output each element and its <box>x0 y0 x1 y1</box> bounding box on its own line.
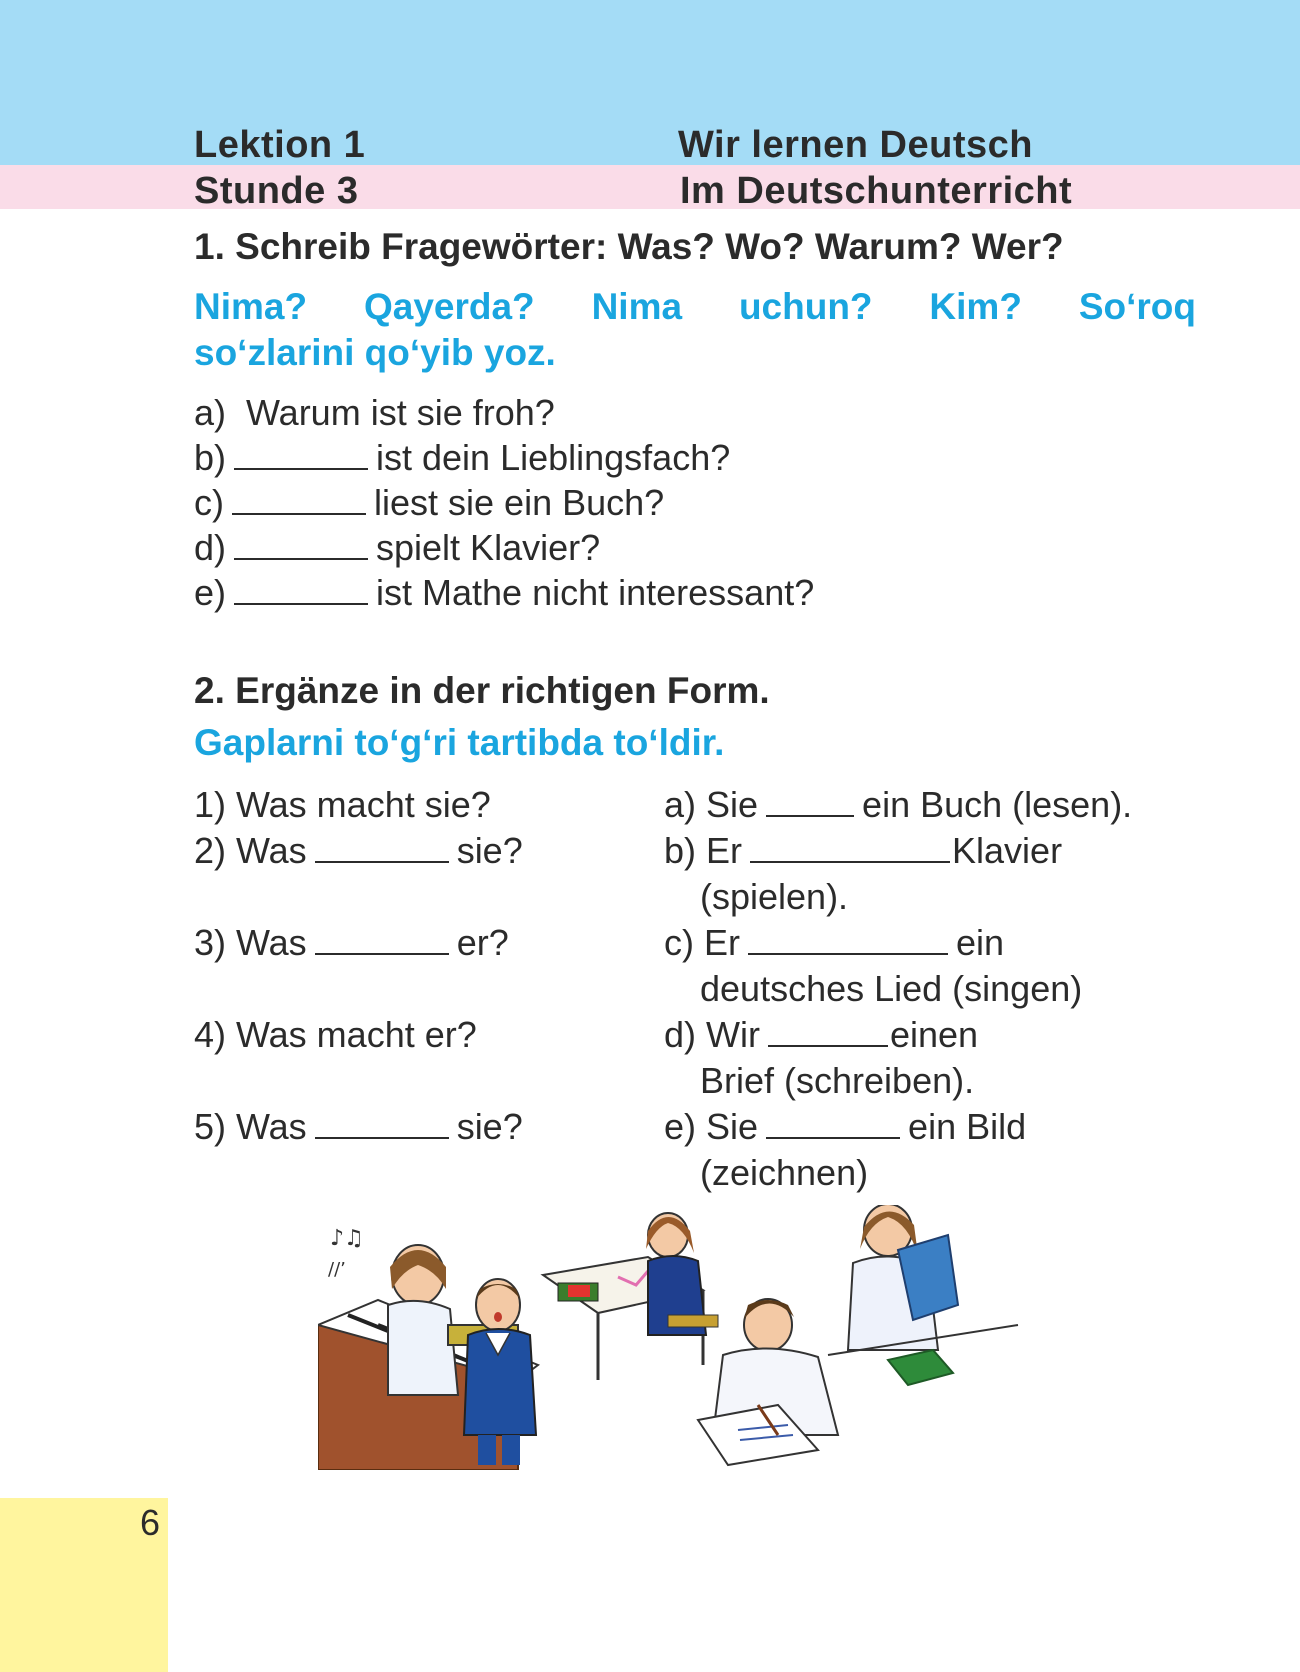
exercise1-item-b <box>194 437 730 479</box>
exercise2-right-b <box>664 830 1062 872</box>
unit-label: Stunde 3 <box>194 170 359 212</box>
right-text: einen <box>889 1014 979 1055</box>
exercise2-left-1: 1) Was macht sie? <box>194 784 491 825</box>
translation-word: Nima? <box>194 286 308 327</box>
item-text: spielt Klavier? <box>376 527 601 568</box>
exercise1-item-d <box>194 527 600 569</box>
answer-blank[interactable] <box>748 925 948 955</box>
exercise1-item-e <box>194 572 814 614</box>
answer-blank[interactable] <box>766 1109 900 1139</box>
answer-blank[interactable] <box>234 575 368 605</box>
item-prefix: a) <box>194 392 227 433</box>
exercise2-right-e-cont: (zeichnen) <box>700 1152 869 1193</box>
item-prefix: c) <box>194 482 224 523</box>
exercise2-right-e <box>664 1106 1026 1148</box>
answer-blank[interactable] <box>315 925 449 955</box>
exercise2-right-a <box>664 784 1132 826</box>
lesson-title: Wir lernen Deutsch <box>678 124 1033 166</box>
answer-blank[interactable] <box>315 833 449 863</box>
right-text: c) Er <box>664 922 740 963</box>
exercise1-item-a <box>194 392 555 434</box>
exercise1-translation-line2: so‘zlarini qo‘yib yoz. <box>194 332 556 373</box>
children-activities-illustration <box>318 1205 1038 1470</box>
answer-blank[interactable] <box>234 530 368 560</box>
answer-blank[interactable] <box>315 1109 449 1139</box>
answer-blank[interactable] <box>766 787 854 817</box>
svg-text://’: //’ <box>328 1259 346 1280</box>
writing-boy-illustration <box>698 1299 838 1465</box>
left-text: er? <box>456 922 509 963</box>
lesson-label: Lektion 1 <box>194 124 366 166</box>
right-text: ein Bild <box>908 1106 1027 1147</box>
page-number: 6 <box>140 1502 161 1543</box>
right-text: ein Buch (lesen). <box>862 784 1133 825</box>
right-text: b) Er <box>664 830 743 871</box>
drawing-girl-illustration <box>543 1213 718 1380</box>
right-text: ein <box>956 922 1005 963</box>
answer-blank[interactable] <box>750 833 950 863</box>
left-text: sie? <box>456 1106 523 1147</box>
exercise2-left-4: 4) Was macht er? <box>194 1014 477 1055</box>
exercise1-translation-line1 <box>194 286 1196 328</box>
exercise2-left-5 <box>194 1106 523 1148</box>
exercise2-left-3 <box>194 922 509 964</box>
item-prefix: b) <box>194 437 227 478</box>
translation-word: Qayerda? <box>363 286 535 327</box>
reading-girl-illustration <box>828 1205 1018 1385</box>
left-text: sie? <box>456 830 523 871</box>
exercise2-right-c <box>664 922 1004 964</box>
answer-blank[interactable] <box>234 440 368 470</box>
svg-text:♪♫: ♪♫ <box>330 1226 364 1251</box>
left-text: 2) Was <box>194 830 307 871</box>
item-text: liest sie ein Buch? <box>374 482 665 523</box>
answer-blank[interactable] <box>232 485 366 515</box>
item-prefix: e) <box>194 572 227 613</box>
left-text: 5) Was <box>194 1106 307 1147</box>
right-text: a) Sie <box>664 784 759 825</box>
item-prefix: d) <box>194 527 227 568</box>
right-text: Klavier <box>952 830 1063 871</box>
right-text: e) Sie <box>664 1106 759 1147</box>
translation-word: Kim? <box>929 286 1022 327</box>
left-text: 3) Was <box>194 922 307 963</box>
exercise2-left-2 <box>194 830 523 872</box>
exercise2-right-c-cont: deutsches Lied (singen) <box>700 968 1083 1009</box>
exercise2-right-d <box>664 1014 978 1056</box>
exercise2-right-d-cont: Brief (schreiben). <box>700 1060 975 1101</box>
exercise1-item-c <box>194 482 664 524</box>
unit-title: Im Deutschunterricht <box>680 170 1073 212</box>
right-text: d) Wir <box>664 1014 760 1055</box>
exercise2-title: 2. Ergänze in der richtigen Form. <box>194 670 770 711</box>
item-text: ist dein Lieblingsfach? <box>376 437 731 478</box>
exercise2-translation: Gaplarni to‘g‘ri tartibda to‘ldir. <box>194 722 725 763</box>
exercise1-title: 1. Schreib Fragewörter: Was? Wo? Warum? Wer? <box>194 226 1064 267</box>
item-text: Warum ist sie froh? <box>246 392 555 433</box>
exercise2-right-b-cont: (spielen). <box>700 876 849 917</box>
translation-word: uchun? <box>738 286 873 327</box>
answer-blank[interactable] <box>768 1017 888 1047</box>
translation-word: So‘roq <box>1078 286 1196 327</box>
translation-word: Nima <box>591 286 683 327</box>
item-text: ist Mathe nicht interessant? <box>376 572 815 613</box>
